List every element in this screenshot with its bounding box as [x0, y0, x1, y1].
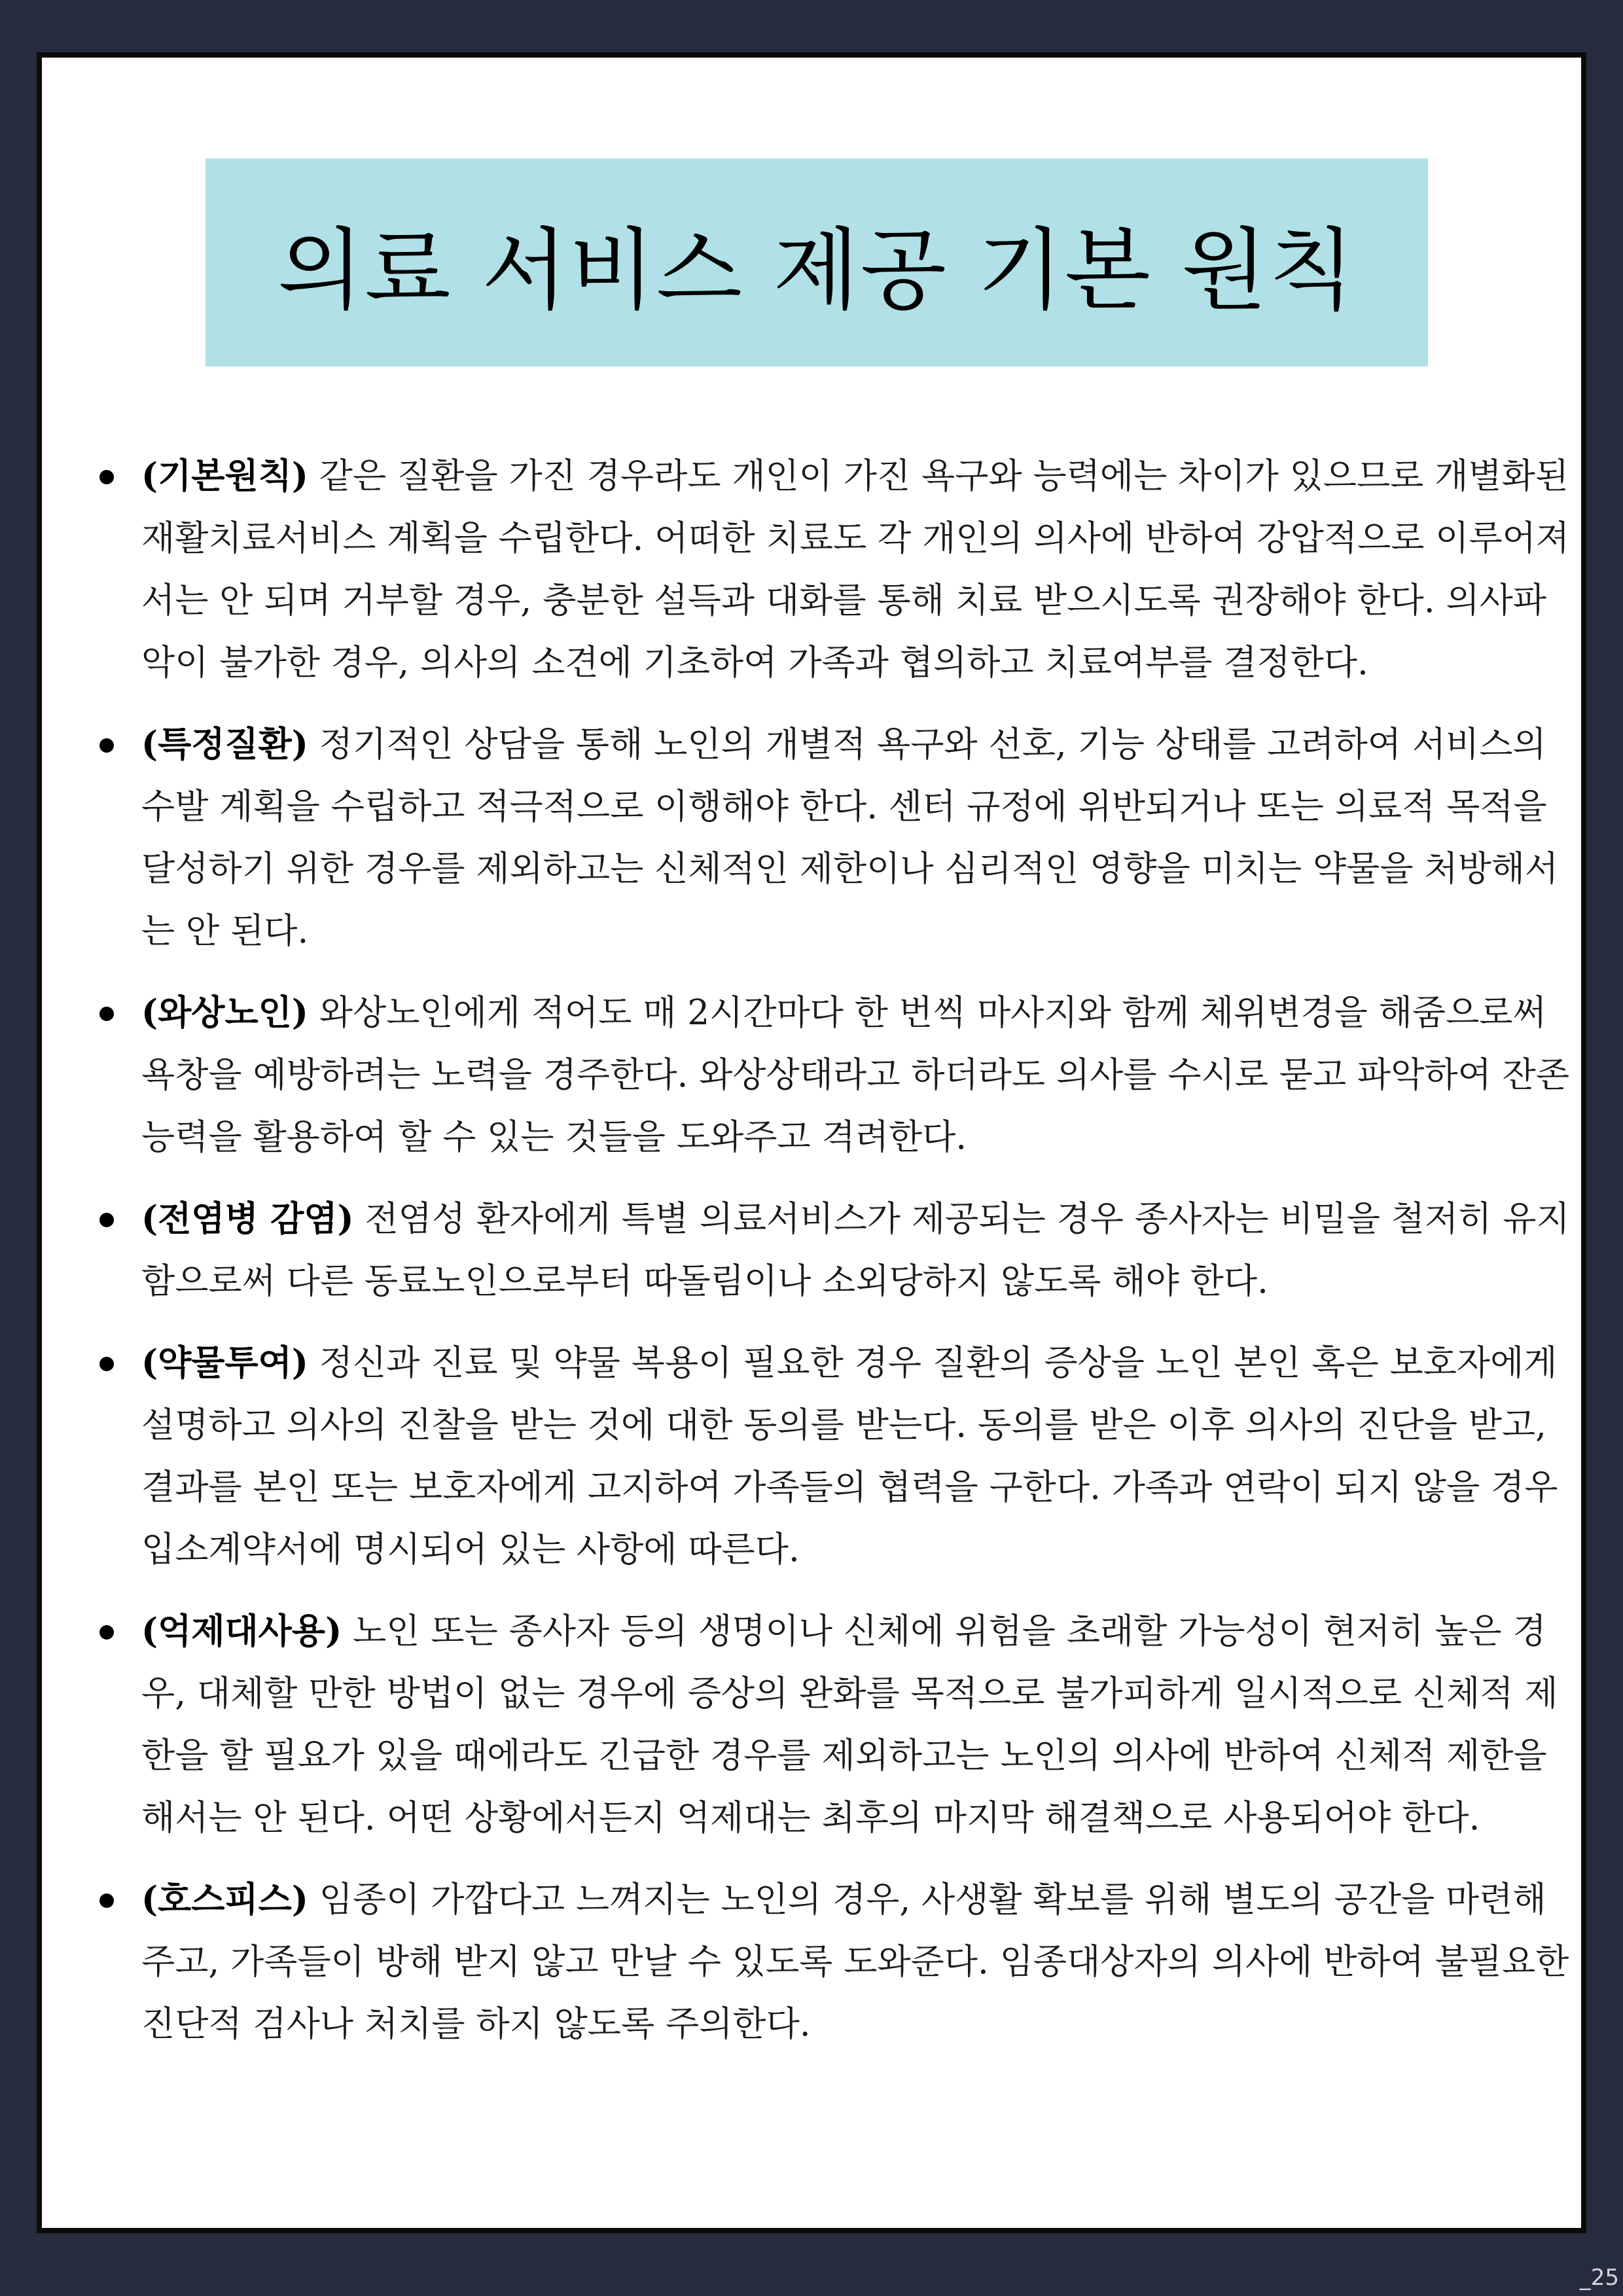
list-item [141, 1600, 1575, 1849]
item-text: 전염성 환자에게 특별 의료서비스가 제공되는 경우 종사자는 비밀을 철저히 유지함으로써 다른 동료노인으로부터 따돌림이나 소외당하지 않도록 해야 한다. [141, 1199, 1570, 1301]
item-lead: (전염병 감염) [141, 1198, 354, 1239]
bullet-icon [99, 1893, 114, 1908]
item-lead: (와상노인) [141, 992, 308, 1033]
principles-list [141, 445, 1575, 2075]
item-lead: (호스피스) [141, 1879, 308, 1920]
page-title: 의료 서비스 제공 기본 원칙 [277, 219, 1357, 323]
item-lead: (억제대사용) [141, 1611, 342, 1651]
bullet-icon [99, 1213, 114, 1227]
bullet-icon [99, 1357, 114, 1371]
list-item [141, 1332, 1575, 1581]
item-lead: (특정질환) [141, 724, 308, 764]
item-lead: (약물투여) [141, 1342, 308, 1383]
item-text: 와상노인에게 적어도 매 2시간마다 한 번씩 마사지와 함께 체위변경을 해줌으로써 욕창을 예방하려는 노력을 경주한다. 와상상태라고 하더라도 의사를 수시로 묻고 파악하여 잔존능력을 활용하여 할 수 있는 것들을 도와주고 격려한다. [141, 993, 1570, 1157]
bullet-icon [99, 470, 114, 484]
item-text: 정신과 진료 및 약물 복용이 필요한 경우 질환의 증상을 노인 본인 혹은 보호자에게 설명하고 의사의 진찰을 받는 것에 대한 동의를 받는다. 동의를 받은 이후 의사의 진단을 받고, 결과를 본인 또는 보호자에게 고지하여 가족들의 협력을 구한다. 가족과 연락이 되지 않을 경우 입소계약서에 명시되어 있는 사항에 따른다. [141, 1343, 1558, 1570]
list-item [141, 713, 1575, 962]
list-item [141, 1188, 1575, 1312]
item-text: 정기적인 상담을 통해 노인의 개별적 욕구와 선호, 기능 상태를 고려하여 서비스의 수발 계획을 수립하고 적극적으로 이행해야 한다. 센터 규정에 위반되거나 또는 의료적 목적을 달성하기 위한 경우를 제외하고는 신체적인 제한이나 심리적인 영향을 미치는 약물을 처방해서는 안 된다. [141, 725, 1559, 951]
title-banner [205, 158, 1428, 367]
item-lead: (기본원칙) [141, 456, 308, 496]
item-text: 같은 질환을 가진 경우라도 개인이 가진 욕구와 능력에는 차이가 있으므로 개별화된 재활치료서비스 계획을 수립한다. 어떠한 치료도 각 개인의 의사에 반하여 강압적으로 이루어져서는 안 되며 거부할 경우, 충분한 설득과 대화를 통해 치료 받으시도록 권장해야 한다. 의사파악이 불가한 경우, 의사의 소견에 기초하여 가족과 협의하고 치료여부를 결정한다. [141, 456, 1570, 683]
document-page [37, 52, 1586, 2233]
item-text: 임종이 가깝다고 느껴지는 노인의 경우, 사생활 확보를 위해 별도의 공간을 마련해주고, 가족들이 방해 받지 않고 만날 수 있도록 도와준다. 임종대상자의 의사에 반하여 불필요한 진단적 검사나 처치를 하지 않도록 주의한다. [141, 1880, 1569, 2044]
bullet-icon [99, 1625, 114, 1640]
item-text: 노인 또는 종사자 등의 생명이나 신체에 위험을 초래할 가능성이 현저히 높은 경우, 대체할 만한 방법이 없는 경우에 증상의 완화를 목적으로 불가피하게 일시적으로 신체적 제한을 할 필요가 있을 때에라도 긴급한 경우를 제외하고는 노인의 의사에 반하여 신체적 제한을 해서는 안 된다. 어떤 상황에서든지 억제대는 최후의 마지막 해결책으로 사용되어야 한다. [141, 1611, 1558, 1838]
list-item [141, 445, 1575, 694]
page-number: _25 [1579, 2265, 1619, 2291]
list-item [141, 1869, 1575, 2055]
list-item [141, 982, 1575, 1168]
bullet-icon [99, 738, 114, 753]
bullet-icon [99, 1007, 114, 1021]
